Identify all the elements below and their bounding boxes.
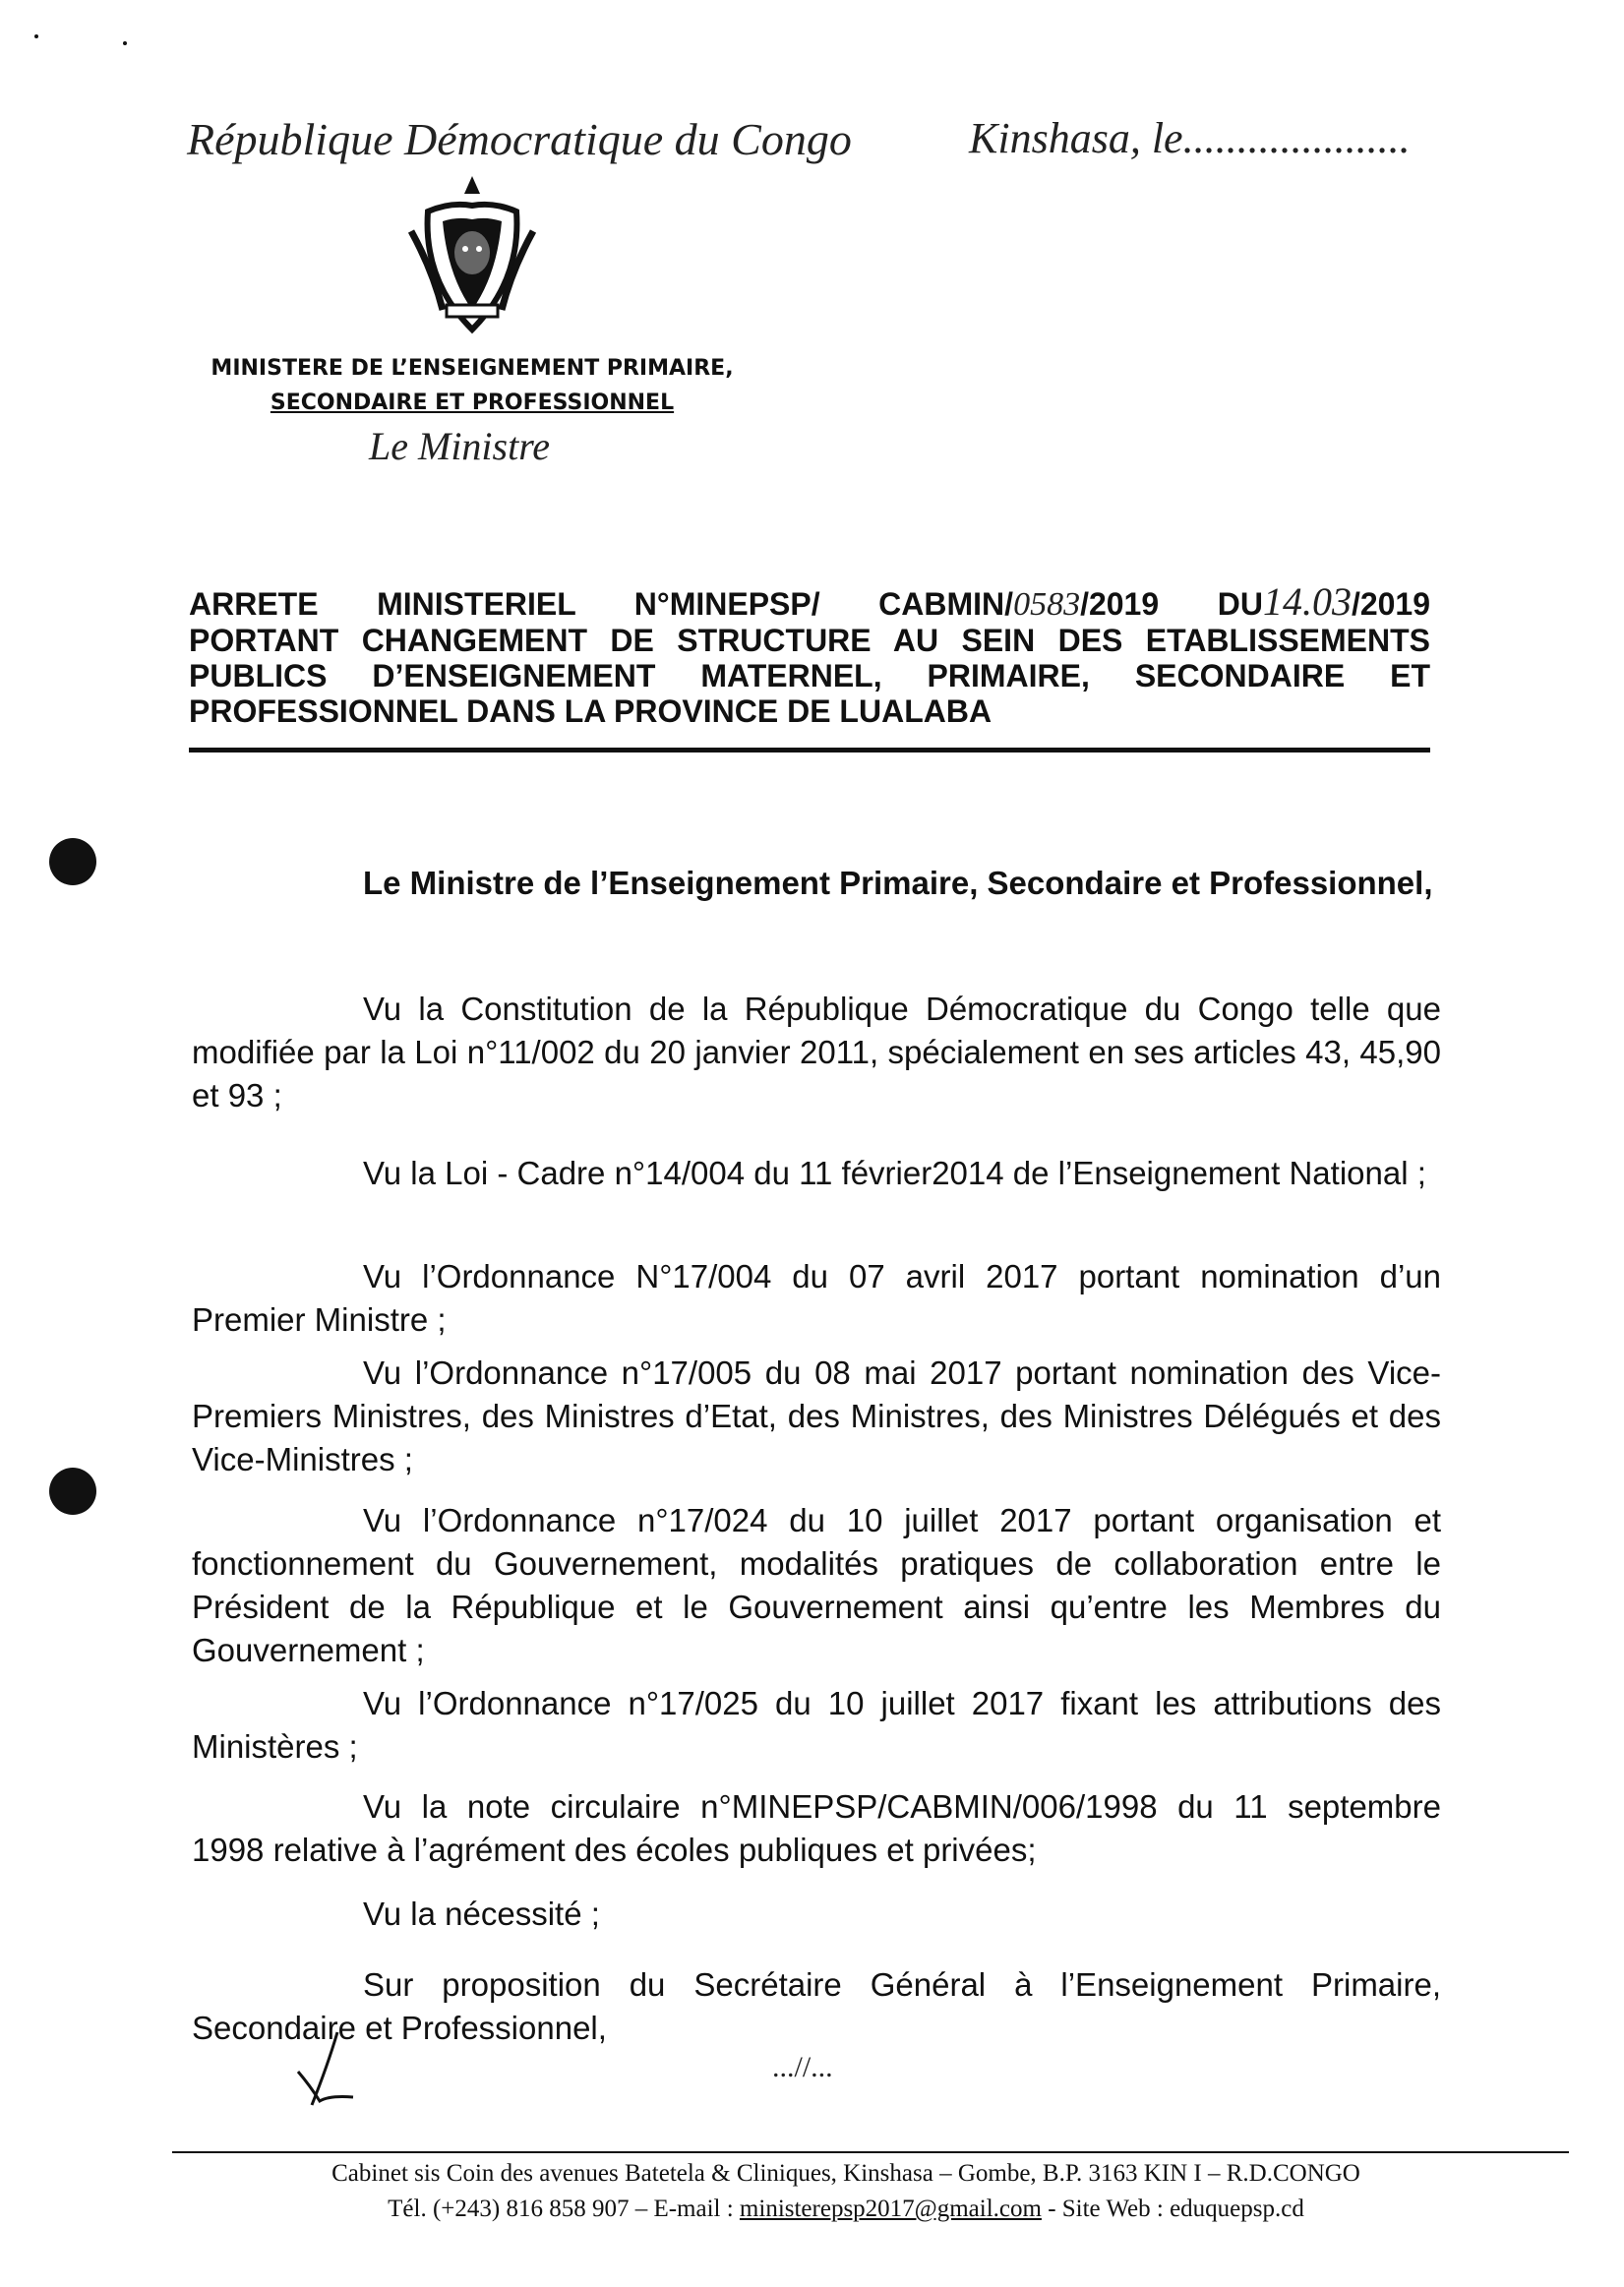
- decree-title-line4: PROFESSIONNEL DANS LA PROVINCE DE LUALABA: [189, 693, 992, 729]
- decree-title-line2: PORTANT CHANGEMENT DE STRUCTURE AU SEIN DES ETABLISSEMENTS: [189, 623, 1430, 658]
- proposal-paragraph: Sur proposition du Secrétaire Général à l’Enseignement Primaire, Secondaire et Professionnel,: [192, 1966, 1441, 2046]
- footer-contact: Tél. (+243) 816 858 907 – E-mail : ministerepsp2017@gmail.com - Site Web : eduquepsp.cd: [388, 2196, 1304, 2222]
- decree-title: [189, 579, 1431, 729]
- punch-hole: [49, 1468, 96, 1515]
- scan-speck: [123, 41, 127, 45]
- footer-address: Cabinet sis Coin des avenues Batetela & Cliniques, Kinshasa – Gombe, B.P. 3163 KIN I – R.D.CONGO: [331, 2160, 1360, 2187]
- handwritten-initials: [290, 2026, 369, 2115]
- punch-hole: [49, 838, 96, 885]
- republic-heading: République Démocratique du Congo: [187, 114, 852, 164]
- handwritten-decree-number: 0583: [1013, 586, 1081, 623]
- place-date-line: Kinshasa, le.....................: [969, 114, 1411, 162]
- vu-paragraph-note-circulaire: Vu la note circulaire n°MINEPSP/CABMIN/006/1998 du 11 septembre 1998 relative à l’agrément des écoles publiques et privées;: [192, 1788, 1441, 1868]
- scan-speck: [34, 34, 38, 38]
- minister-label: Le Ministre: [369, 424, 551, 468]
- coat-of-arms-emblem: [403, 172, 541, 339]
- vu-paragraph-necessite: Vu la nécessité ;: [363, 1896, 600, 1932]
- vu-paragraph-ordonnance-17-025: Vu l’Ordonnance n°17/025 du 10 juillet 2017 fixant les attributions des Ministères ;: [192, 1685, 1441, 1765]
- page-continuation-mark: ...//...: [772, 2051, 833, 2083]
- vu-paragraph-loi-cadre: Vu la Loi - Cadre n°14/004 du 11 février2014 de l’Enseignement National ;: [363, 1155, 1426, 1191]
- ministry-name-line2: SECONDAIRE ET PROFESSIONNEL: [270, 391, 675, 415]
- handwritten-decree-date: 14.03: [1262, 579, 1352, 624]
- minister-heading: Le Ministre de l’Enseignement Primaire, Secondaire et Professionnel,: [363, 865, 1433, 901]
- ministry-name-line1: MINISTERE DE L’ENSEIGNEMENT PRIMAIRE,: [211, 356, 734, 381]
- title-divider: [189, 748, 1430, 752]
- vu-paragraph-ordonnance-17-004: Vu l’Ordonnance N°17/004 du 07 avril 2017 portant nomination d’un Premier Ministre ;: [192, 1258, 1441, 1338]
- decree-title-line3: PUBLICS D’ENSEIGNEMENT MATERNEL, PRIMAIRE, SECONDAIRE ET: [189, 658, 1430, 693]
- vu-paragraph-ordonnance-17-024: Vu l’Ordonnance n°17/024 du 10 juillet 2017 portant organisation et fonctionnement du Gouvernement, modalités pratiques de collaboration entre le Président de la République et le Gouvernement ainsi qu’entre les Membres du Gouvernement ;: [192, 1502, 1441, 1668]
- decree-title-line1: ARRETE MINISTERIEL N°MINEPSP/ CABMIN/0583/2019 DU14.03/2019: [189, 579, 1431, 624]
- footer-divider: [172, 2151, 1569, 2153]
- vu-paragraph-constitution: Vu la Constitution de la République Démocratique du Congo telle que modifiée par la Loi n°11/002 du 20 janvier 2011, spécialement en ses articles 43, 45,90 et 93 ;: [192, 991, 1441, 1113]
- email-link[interactable]: ministerepsp2017@gmail.com: [739, 2196, 1042, 2222]
- vu-paragraph-ordonnance-17-005: Vu l’Ordonnance n°17/005 du 08 mai 2017 portant nomination des Vice-Premiers Ministres, des Ministres d’Etat, des Ministres, des Ministres Délégués et des Vice-Ministres ;: [192, 1354, 1441, 1477]
